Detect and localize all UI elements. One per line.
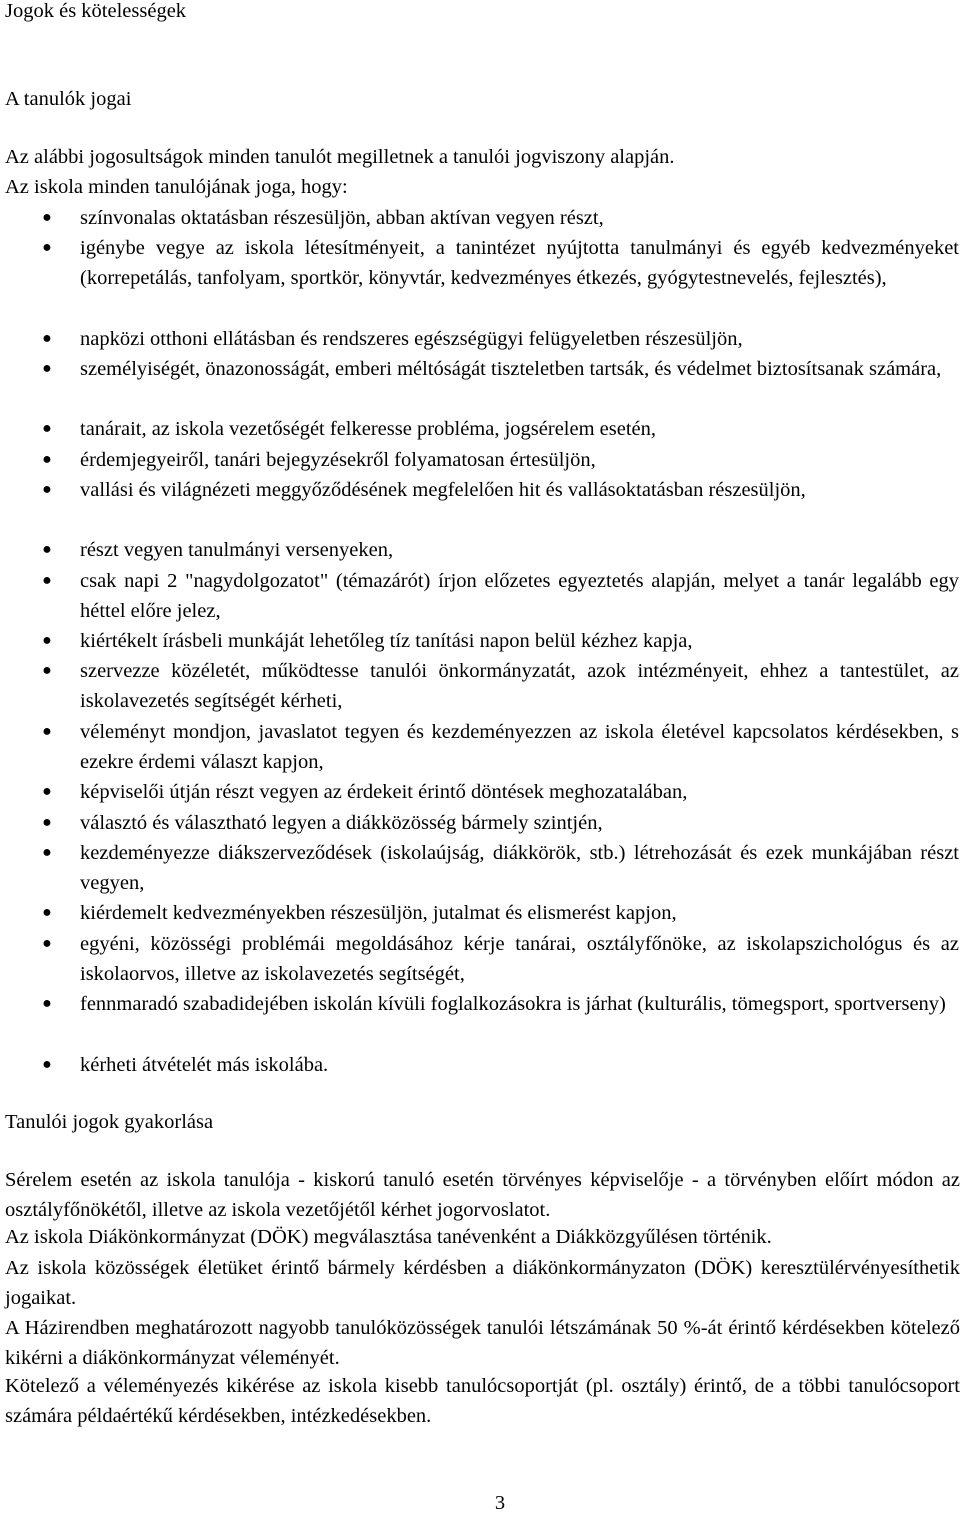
bullet-icon: ● <box>42 209 52 226</box>
bullet-icon: ● <box>42 572 52 589</box>
list-item: színvonalas oktatásban részesüljön, abban aktívan vegyen részt, <box>80 207 604 229</box>
intro-sentence: Az alábbi jogosultságok minden tanulót megilletnek a tanulói jogviszony alapján. <box>5 146 675 168</box>
list-item: részt vegyen tanulmányi versenyeken, <box>80 539 394 561</box>
list-item: tanárait, az iskola vezetőségét felkeresse probléma, jogsérelem esetén, <box>80 418 657 440</box>
list-item: vallási és világnézeti meggyőződésének megfelelően hit és vallásoktatásban részesüljön, <box>80 479 806 501</box>
bullet-icon: ● <box>42 844 52 861</box>
rights-lead-in: Az iskola minden tanulójának joga, hogy: <box>5 176 348 198</box>
list-item: egyéni, közösségi problémái megoldásához kérje tanárai, osztályfőnöke, az iskolapszichológus és az iskolaorvos, illetve az iskolavezetés segítségét, <box>80 933 959 985</box>
paragraph: Kötelező a véleményezés kikérése az iskola kisebb tanulócsoportját (pl. osztály) érintő, de a többi tanulócsoport számára példaértékű kérdésekben, intézkedésekben. <box>5 1375 960 1427</box>
document-title: Jogok és kötelességek <box>5 0 187 22</box>
bullet-icon: ● <box>42 935 52 952</box>
list-item: kezdeményezze diákszerveződések (iskolaújság, diákkörök, stb.) létrehozását és ezek munkájában részt vegyen, <box>80 842 959 894</box>
bullet-icon: ● <box>42 814 52 831</box>
list-item: érdemjegyeiről, tanári bejegyzésekről folyamatosan értesüljön, <box>80 449 596 471</box>
bullet-icon: ● <box>42 360 52 377</box>
paragraph: A Házirendben meghatározott nagyobb tanulóközösségek tanulói létszámának 50 %-át érintő kérdésekben kötelező kikérni a diákönkormányzat véleményét. <box>5 1317 960 1369</box>
bullet-icon: ● <box>42 239 52 256</box>
bullet-icon: ● <box>42 420 52 437</box>
paragraph: Sérelem esetén az iskola tanulója - kiskorú tanuló esetén törvényes képviselője - a törvényben előírt módon az osztályfőnökétől, illetve az iskola vezetőjétől kérhet jogorvoslatot. <box>5 1169 960 1221</box>
list-item: kérheti átvételét más iskolába. <box>80 1054 329 1076</box>
bullet-icon: ● <box>42 632 52 649</box>
list-item: képviselői útján részt vegyen az érdekeit érintő döntések meghozatalában, <box>80 781 688 803</box>
bullet-icon: ● <box>42 451 52 468</box>
bullet-icon: ● <box>42 1056 52 1073</box>
list-item: véleményt mondjon, javaslatot tegyen és kezdeményezzen az iskola életével kapcsolatos kérdésekben, s ezekre érdemi választ kapjon, <box>80 721 959 773</box>
bullet-icon: ● <box>42 995 52 1012</box>
list-item: fennmaradó szabadidejében iskolán kívüli foglalkozásokra is járhat (kulturális, tömegsport, sportverseny) <box>80 993 946 1015</box>
list-item: napközi otthoni ellátásban és rendszeres egészségügyi felügyeletben részesüljön, <box>80 328 743 350</box>
bullet-icon: ● <box>42 723 52 740</box>
list-item: választó és választható legyen a diákközösség bármely szintjén, <box>80 812 603 834</box>
list-item: szervezze közéletét, működtesse tanulói önkormányzatát, azok intézményeit, ehhez a tantestület, az iskolavezetés segítségét kérheti, <box>80 660 959 712</box>
bullet-icon: ● <box>42 662 52 679</box>
list-item: kiértékelt írásbeli munkáját lehetőleg tíz tanítási napon belül kézhez kapja, <box>80 630 693 652</box>
bullet-icon: ● <box>42 330 52 347</box>
section-heading-exercising-rights: Tanulói jogok gyakorlása <box>5 1111 214 1133</box>
list-item: személyiségét, önazonosságát, emberi méltóságát tiszteletben tartsák, és védelmet biztosítsanak számára, <box>80 358 942 380</box>
list-item: kiérdemelt kedvezményekben részesüljön, jutalmat és elismerést kapjon, <box>80 902 677 924</box>
bullet-icon: ● <box>42 783 52 800</box>
page-number: 3 <box>494 1492 506 1514</box>
paragraph: Az iskola közösségek életüket érintő bármely kérdésben a diákönkormányzaton (DÖK) keresztülérvényesíthetik jogaikat. <box>5 1257 960 1309</box>
section-heading-student-rights: A tanulók jogai <box>5 88 132 110</box>
list-item: igénybe vegye az iskola létesítményeit, a tanintézet nyújtotta tanulmányi és egyéb kedvezményeket (korrepetálás, tanfolyam, sportkör, könyvtár, kedvezményes étkezés, gyógytestnevelés, fejlesztés), <box>80 237 959 289</box>
paragraph: Az iskola Diákönkormányzat (DÖK) megválasztása tanévenként a Diákközgyűlésen történik. <box>5 1226 772 1248</box>
bullet-icon: ● <box>42 541 52 558</box>
bullet-icon: ● <box>42 481 52 498</box>
list-item: csak napi 2 "nagydolgozatot" (témazárót) írjon előzetes egyeztetés alapján, melyet a tanár legalább egy héttel előre jelez, <box>80 570 959 622</box>
bullet-icon: ● <box>42 904 52 921</box>
